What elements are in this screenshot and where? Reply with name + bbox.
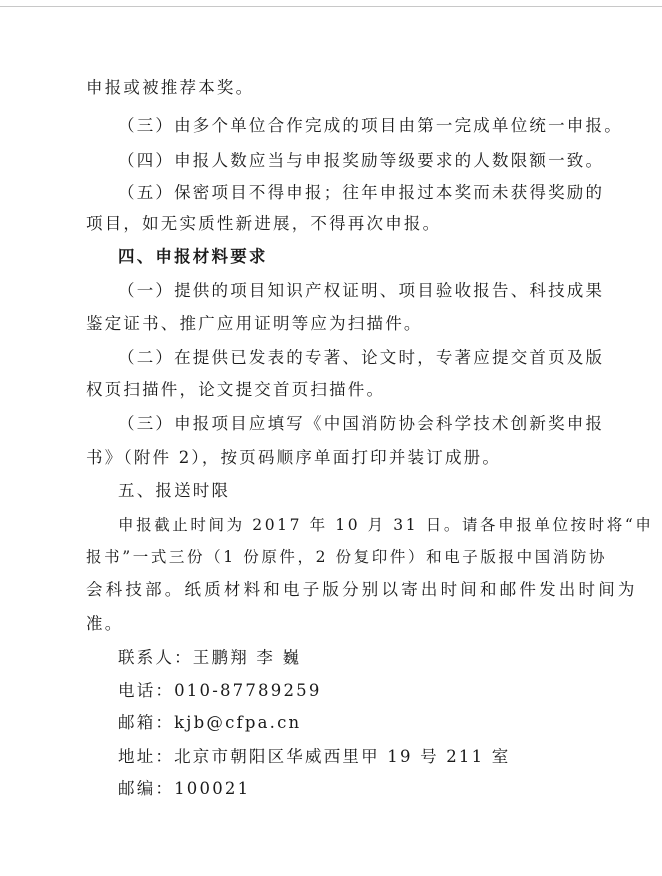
paragraph-line: （五）保密项目不得申报；往年申报过本奖而未获得奖励的 [118,183,605,202]
section-heading: 四、申报材料要求 [118,247,268,266]
paragraph-line: 权页扫描件，论文提交首页扫描件。 [86,380,386,399]
top-border-line [0,6,662,7]
paragraph-line: （二）在提供已发表的专著、论文时，专著应提交首页及版 [118,348,605,367]
contact-postcode: 邮编：100021 [118,779,251,798]
paragraph-line: （一）提供的项目知识产权证明、项目验收报告、科技成果 [118,281,605,300]
paragraph-line: 报书”一式三份（1 份原件，2 份复印件）和电子版报中国消防协 [86,548,608,566]
paragraph-line: 书》（附件 2），按页码顺序单面打印并装订成册。 [86,448,502,467]
contact-address: 地址：北京市朝阳区华威西里甲 19 号 211 室 [118,747,511,766]
paragraph-line: 申报截止时间为 2017 年 10 月 31 日。请各申报单位按时将“申 [118,516,654,534]
paragraph-line: 项目，如无实质性新进展，不得再次申报。 [86,214,442,233]
paragraph-line: （三）申报项目应填写《中国消防协会科学技术创新奖申报 [118,414,605,433]
paragraph-line: （四）申报人数应当与申报奖励等级要求的人数限额一致。 [118,151,605,170]
contact-phone: 电话：010-87789259 [118,681,322,700]
contact-person: 联系人：王鹏翔 李 巍 [118,648,302,667]
paragraph-line: （三）由多个单位合作完成的项目由第一完成单位统一申报。 [118,116,623,135]
section-heading: 五、报送时限 [118,481,231,500]
paragraph-line: 会科技部。纸质材料和电子版分别以寄出时间和邮件发出时间为 [86,580,638,599]
paragraph-line: 申报或被推荐本奖。 [86,78,255,97]
paragraph-line: 准。 [86,614,124,633]
paragraph-line: 鉴定证书、推广应用证明等应为扫描件。 [86,314,423,333]
contact-email: 邮箱：kjb@cfpa.cn [118,713,302,732]
